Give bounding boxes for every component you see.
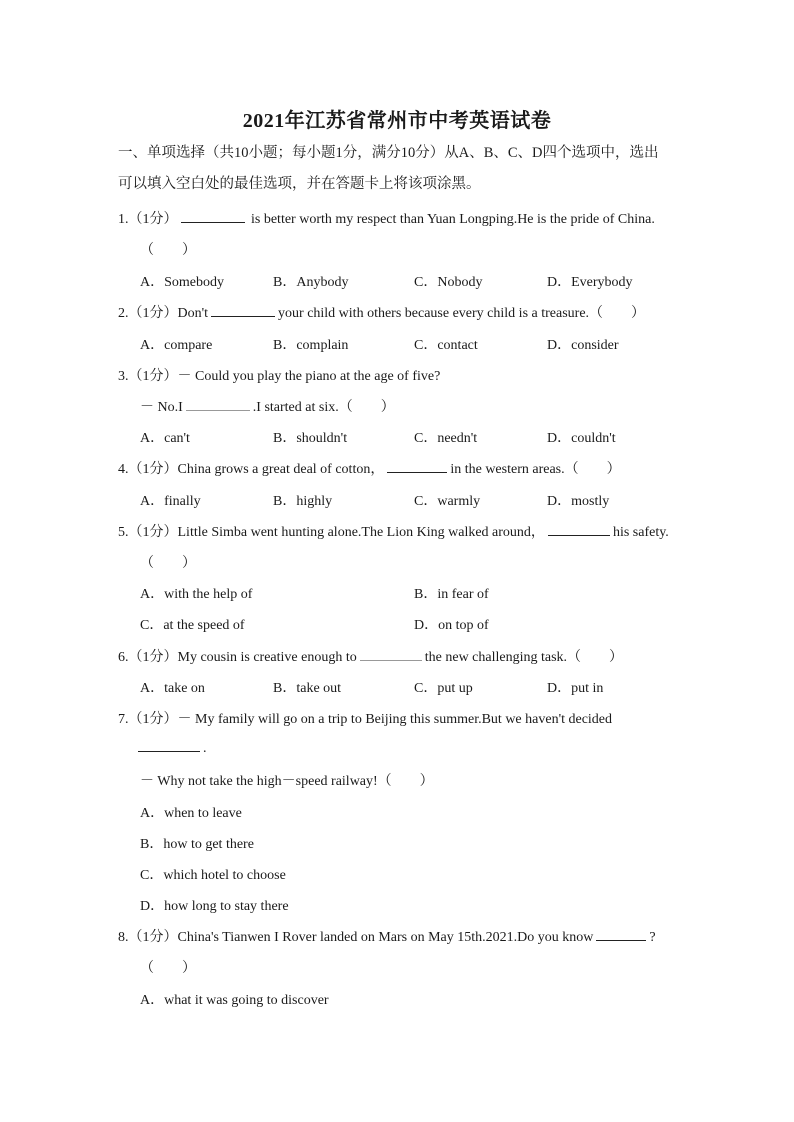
answer-blank — [211, 304, 275, 317]
question-stem-after: ? — [649, 930, 656, 945]
question-stem-before: China's Tianwen I Rover landed on Mars on May 15th.2021.Do you know — [177, 930, 594, 945]
question-7-blank-line — [138, 739, 207, 757]
option-c: C．needn't — [414, 431, 478, 446]
option-c: C．contact — [414, 338, 478, 353]
question-number: 8.（1分） — [118, 930, 178, 945]
question-number: 4.（1分） — [118, 462, 178, 477]
section-line-2: 可以填入空白处的最佳选项，并在答题卡上将该项涂黑。 — [118, 176, 481, 192]
answer-blank — [387, 460, 447, 473]
question-number: 3.（1分） — [118, 369, 178, 384]
option-b: B．shouldn't — [273, 431, 348, 446]
option-a: A．Somebody — [140, 275, 224, 290]
option-c: C．warmly — [414, 494, 481, 509]
option-a: A．finally — [140, 494, 201, 509]
question-number: 2.（1分） — [118, 306, 178, 321]
option-d: D．how long to stay there — [140, 899, 289, 914]
option-c: C．Nobody — [414, 275, 483, 290]
question-number: 6.（1分） — [118, 650, 178, 665]
question-paren: （ ） — [140, 961, 196, 976]
question-2 — [118, 302, 645, 322]
reply-after: .I started at six.（ ） — [252, 400, 395, 415]
answer-blank — [181, 210, 245, 223]
question-4 — [118, 458, 621, 478]
option-d: D．couldn't — [547, 431, 616, 446]
option-d: D．consider — [547, 338, 619, 353]
question-stem-before: Don't — [177, 306, 209, 321]
option-a: A．with the help of — [140, 587, 253, 602]
page-title: 2021年江苏省常州市中考英语试卷 — [242, 110, 552, 132]
option-a: A．compare — [140, 338, 213, 353]
answer-blank — [360, 648, 422, 661]
question-paren: （ ） — [140, 556, 196, 571]
section-instructions — [118, 138, 678, 200]
question-stem: － My family will go on a trip to Beijing this summer.But we haven't decided — [177, 712, 613, 727]
question-paren: （ ） — [140, 243, 196, 258]
option-d: D．Everybody — [547, 275, 633, 290]
question-stem-before: My cousin is creative enough to — [177, 650, 357, 665]
option-d: D．put in — [547, 681, 604, 696]
option-a: A．can't — [140, 431, 190, 446]
option-a: A．take on — [140, 681, 205, 696]
answer-blank — [548, 523, 610, 536]
question-1 — [118, 208, 655, 228]
option-a: A．when to leave — [140, 806, 242, 821]
question-8 — [118, 926, 656, 946]
option-b: B．highly — [273, 494, 333, 509]
question-7 — [118, 708, 612, 728]
question-5 — [118, 521, 669, 541]
question-stem: － Could you play the piano at the age of five? — [177, 369, 441, 384]
question-reply: － Why not take the high－speed railway!（ ） — [140, 774, 434, 789]
option-c: C．which hotel to choose — [140, 868, 286, 883]
question-stem-after: his safety. — [612, 525, 669, 540]
question-number: 1.（1分） — [118, 212, 178, 227]
question-6 — [118, 646, 623, 666]
reply-before: － No.I — [140, 400, 183, 415]
option-d: D．on top of — [414, 618, 489, 633]
question-stem-before: Little Simba went hunting alone.The Lion King walked around， — [177, 525, 545, 540]
answer-blank — [138, 739, 200, 752]
question-stem-before: China grows a great deal of cotton， — [177, 462, 385, 477]
option-b: B．complain — [273, 338, 349, 353]
answer-blank — [186, 398, 250, 411]
question-3 — [118, 365, 440, 385]
option-b: B．Anybody — [273, 275, 349, 290]
option-b: B．in fear of — [414, 587, 489, 602]
question-stem-after: the new challenging task.（ ） — [424, 650, 624, 665]
option-c: C．at the speed of — [140, 618, 245, 633]
option-a: A．what it was going to discover — [140, 993, 329, 1008]
question-stem-after: in the western areas.（ ） — [450, 462, 621, 477]
answer-blank — [596, 928, 646, 941]
option-c: C．put up — [414, 681, 473, 696]
section-line-1: 一、单项选择（共10小题；每小题1分，满分10分）从A、B、C、D四个选项中，选出 — [118, 145, 659, 161]
question-reply — [140, 396, 395, 416]
option-b: B．how to get there — [140, 837, 254, 852]
option-d: D．mostly — [547, 494, 610, 509]
blank-end: . — [203, 741, 207, 756]
question-number: 5.（1分） — [118, 525, 178, 540]
question-stem: is better worth my respect than Yuan Longping.He is the pride of China. — [251, 212, 655, 227]
question-number: 7.（1分） — [118, 712, 178, 727]
question-stem-after: your child with others because every child is a treasure.（ ） — [278, 306, 646, 321]
option-b: B．take out — [273, 681, 342, 696]
